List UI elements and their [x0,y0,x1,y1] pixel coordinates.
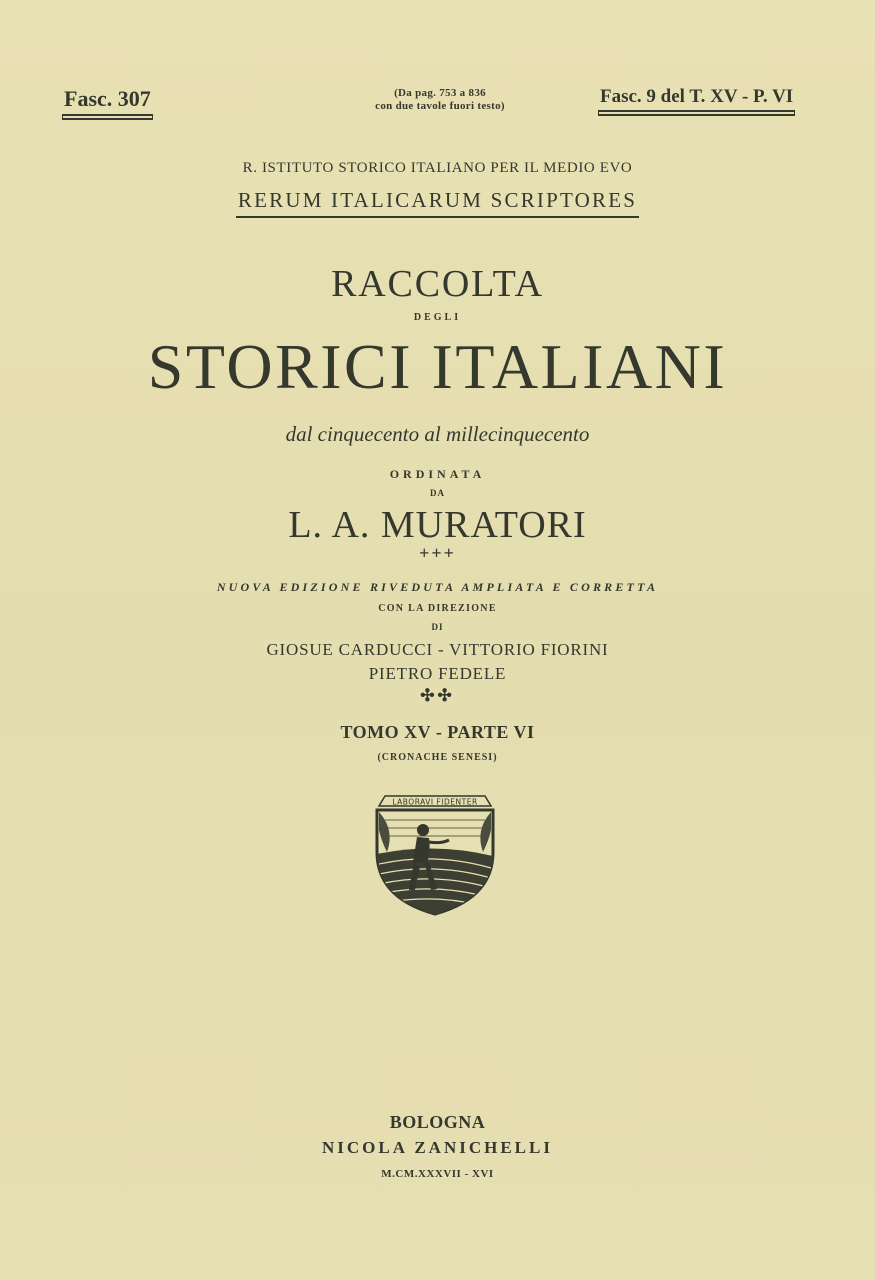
emblem-motto: LABORAVI FIDENTER [392,797,478,807]
editors-line-2: PIETRO FEDELE [368,664,507,683]
fascicle-volume-reference: Fasc. 9 del T. XV - P. VI [598,86,795,112]
edition-statement: NUOVA EDIZIONE RIVEDUTA AMPLIATA E CORRETTA [216,580,659,594]
ordinata-label: ORDINATA [389,467,486,481]
imprint-city: BOLOGNA [389,1112,486,1132]
author-name: L. A. MURATORI [288,504,587,546]
page-range-line-2: con due tavole fuori testo) [375,100,505,112]
series-title: RERUM ITALICARUM SCRIPTORES [236,188,639,218]
title-degli: DEGLI [413,312,462,323]
imprint-publisher: NICOLA ZANICHELLI [322,1138,553,1157]
editors-line-1: GIOSUE CARDUCCI - VITTORIO FIORINI [266,640,609,659]
direction-label: CON LA DIREZIONE [378,603,497,614]
volume-title: TOMO XV - PARTE VI [340,722,535,742]
sower-emblem-icon [365,790,505,918]
page-range-note [330,87,550,113]
page-range-line-1: (Da pag. 753 a 836 [394,87,486,99]
institute-name: R. ISTITUTO STORICO ITALIANO PER IL MEDIO EVO [242,160,633,176]
volume-subtitle: (CRONACHE SENESI) [377,752,498,763]
da-label: DA [430,488,445,498]
imprint-year: M.CM.XXXVII - XVI [381,1168,494,1180]
fascicle-number: Fasc. 307 [62,86,153,116]
subtitle: dal cinquecento al millecinquecento [285,422,590,446]
ornament-crosses: +++ [419,543,456,563]
main-title: STORICI ITALIANI [147,331,728,402]
di-label: DI [431,622,444,632]
title-raccolta: RACCOLTA [331,263,544,305]
series-title-wrap [0,188,875,218]
ornament-flourishes: ✣✣ [420,686,455,705]
